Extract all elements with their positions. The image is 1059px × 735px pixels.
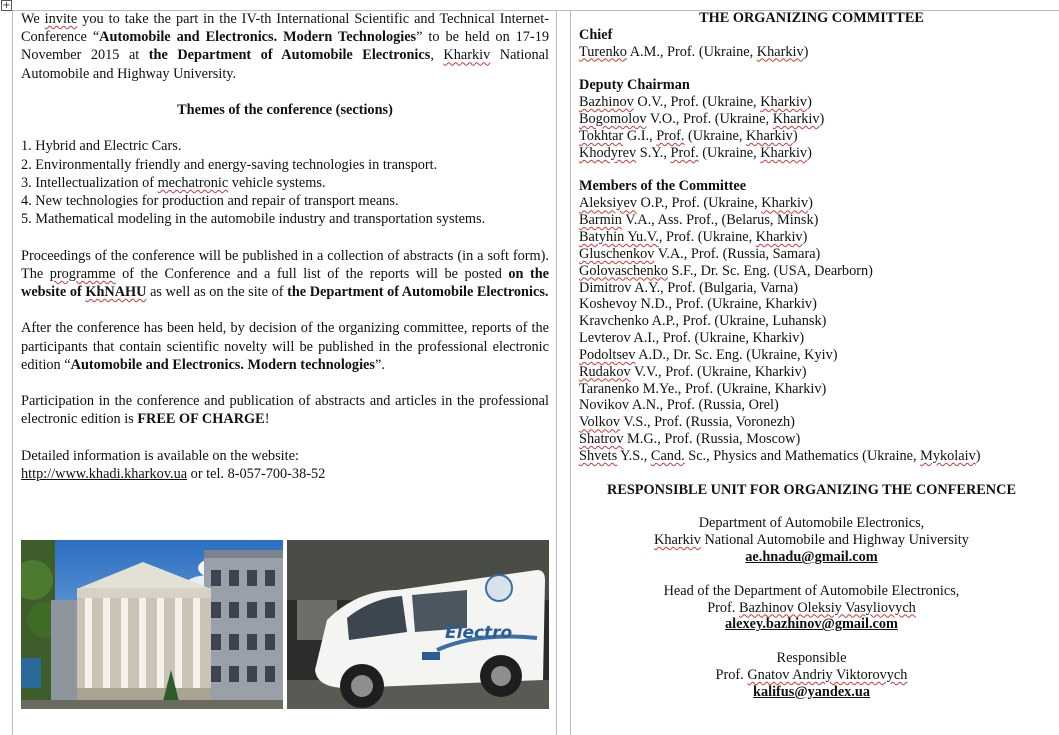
- website-link[interactable]: http://www.khadi.kharkov.ua: [21, 465, 188, 482]
- left-column: [21, 10, 549, 483]
- invitation-paragraph: We invite you to take the part in the IV-th International Scientific and Technical Internet-Conference “Automobile and Electronics. Modern Technologies” to be held on 17-19 November 2015 at the Department of Automobile Electronics, Kharkiv National Automobile and Highway University.: [21, 11, 549, 82]
- committee-title: THE ORGANIZING COMMITTEE: [699, 10, 924, 26]
- committee-member: Golovaschenko S.F., Dr. Sc. Eng. (USA, Dearborn): [579, 262, 873, 279]
- committee-member: Aleksiyev O.P., Prof. (Ukraine, Kharkiv): [579, 195, 813, 212]
- deputy-member: Bazhinov O.V., Prof. (Ukraine, Kharkiv): [579, 94, 812, 111]
- column-divider-right: [570, 10, 571, 735]
- right-column: [579, 10, 1044, 701]
- members-heading: Members of the Committee: [579, 178, 747, 195]
- responsible-email: [579, 684, 1044, 701]
- committee-member: Batyhin Yu.V., Prof. (Ukraine, Kharkiv): [579, 228, 808, 245]
- responsible-name: Prof. Gnatov Andriy Viktorovych: [715, 666, 908, 683]
- publication-paragraph: After the conference has been held, by decision of the organizing committee, reports of the participants that contain scientific novelty will be published in the professional electronic edition “Automobile and Electronics. Modern technologies”.: [21, 320, 549, 373]
- committee-member: Dimitrov A.Y., Prof. (Bulgaria, Varna): [579, 279, 799, 296]
- committee-member: Kravchenko A.P., Prof. (Ukraine, Luhansk): [579, 313, 827, 330]
- committee-member: Taranenko M.Ye., Prof. (Ukraine, Kharkiv): [579, 380, 827, 397]
- contact-line: http://www.khadi.kharkov.ua or tel. 8-057-700-38-52: [21, 465, 326, 482]
- committee-member: Shvets Y.S., Cand. Sc., Physics and Mathematics (Ukraine, Mykolaiv): [579, 447, 981, 464]
- university-building-photo: [21, 540, 283, 709]
- committee-member: Rudakov V.V., Prof. (Ukraine, Kharkiv): [579, 363, 807, 380]
- head-name: Prof. Bazhinov Oleksiy Vasyliovych: [707, 599, 916, 616]
- theme-item: 1. Hybrid and Electric Cars.: [21, 138, 182, 155]
- deputy-member: Bogomolov V.O., Prof. (Ukraine, Kharkiv): [579, 111, 825, 128]
- committee-member: Koshevoy N.D., Prof. (Ukraine, Kharkiv): [579, 296, 817, 313]
- theme-item: 5. Mathematical modeling in the automobile industry and transportation systems.: [21, 211, 486, 228]
- committee-member: Levterov A.I., Prof. (Ukraine, Kharkiv): [579, 330, 805, 347]
- committee-member: Shatrov M.G., Prof. (Russia, Moscow): [579, 431, 801, 448]
- responsible-unit-title: RESPONSIBLE UNIT FOR ORGANIZING THE CONFERENCE: [607, 481, 1016, 498]
- theme-item: 4. New technologies for production and repair of transport means.: [21, 193, 399, 209]
- chief-member: Turenko A.M., Prof. (Ukraine, Kharkiv): [579, 43, 809, 60]
- photos-row: [21, 540, 549, 709]
- proceedings-paragraph: Proceedings of the conference will be published in a collection of abstracts (in a soft form). The programme of the Conference and a full list of the reports will be posted on the website of KhNAHU as well as on the site of the Department of Automobile Electronics.: [21, 247, 549, 300]
- detailed-info-line: Detailed information is available on the website:: [21, 447, 299, 464]
- van-electro-label: Electro: [445, 623, 513, 643]
- committee-member: Barmin V.A., Ass. Prof., (Belarus, Minsk): [579, 212, 819, 229]
- table-left-border: [12, 10, 13, 735]
- table-move-handle-icon[interactable]: +: [2, 0, 11, 11]
- electric-van-photo: [287, 540, 549, 709]
- themes-heading: Themes of the conference (sections): [177, 102, 393, 118]
- chief-heading: Chief: [579, 26, 613, 43]
- deputy-member: Khodyrev S.Y., Prof. (Ukraine, Kharkiv): [579, 144, 812, 161]
- unit-department: Department of Automobile Electronics,: [698, 515, 925, 532]
- theme-item: 2. Environmentally friendly and energy-saving technologies in transport.: [21, 156, 438, 173]
- head-email: [579, 616, 1044, 633]
- committee-member: Volkov V.S., Prof. (Russia, Voronezh): [579, 414, 795, 431]
- deputy-member: Tokhtar G.I., Prof. (Ukraine, Kharkiv): [579, 127, 798, 144]
- deputy-heading: Deputy Chairman: [579, 77, 690, 94]
- committee-member: Podoltsev A.D., Dr. Sc. Eng. (Ukraine, Kyiv): [579, 346, 838, 363]
- theme-item: 3. Intellectualization of mechatronic vehicle systems.: [21, 174, 326, 191]
- participation-paragraph: Participation in the conference and publication of abstracts and articles in the professional electronic edition is FREE OF CHARGE!: [21, 393, 549, 428]
- head-title: Head of the Department of Automobile Electronics,: [663, 582, 960, 599]
- unit-university: Kharkiv National Automobile and Highway University: [654, 532, 969, 549]
- responsible-email-link[interactable]: kalifus@yandex.ua: [753, 683, 870, 700]
- committee-member: Gluschenkov V.A., Prof. (Russia, Samara): [579, 245, 821, 262]
- column-divider-left: [556, 10, 557, 735]
- responsible-label: Responsible: [776, 650, 847, 667]
- unit-email-link[interactable]: ae.hnadu@gmail.com: [745, 549, 878, 565]
- head-email-link[interactable]: alexey.bazhinov@gmail.com: [725, 616, 898, 633]
- committee-member: Novikov A.N., Prof. (Russia, Orel): [579, 397, 779, 414]
- unit-email: [579, 549, 1044, 566]
